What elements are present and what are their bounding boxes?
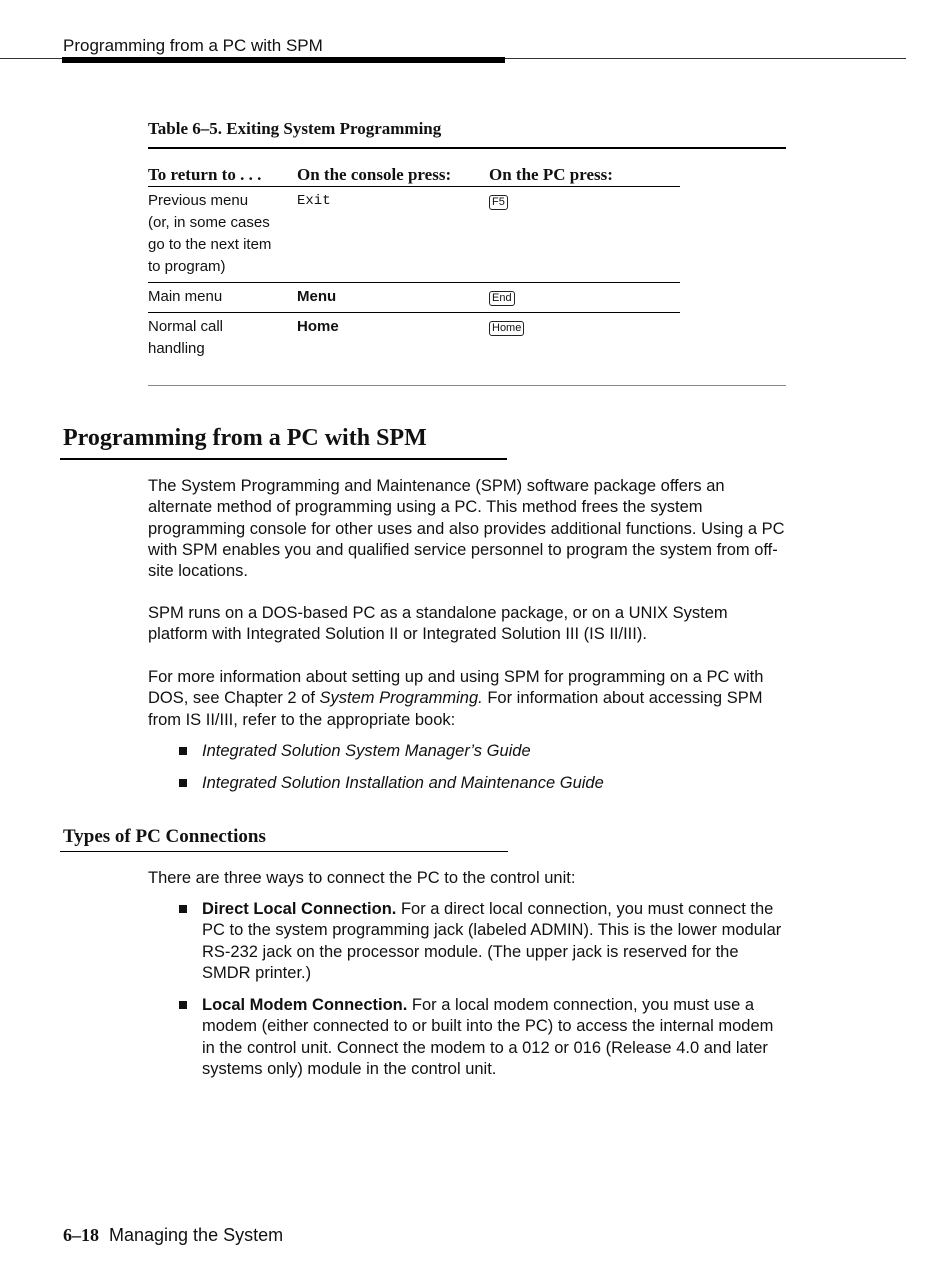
console-key-exit: Exit	[297, 187, 489, 283]
spm-intro-paragraph: The System Programming and Maintenance (SPM) software package offers an alternate method of programming using a PC. This method frees the system programming console for other uses and also provides additional functions. Using a PC with SPM enables you and qualified service personnel to program the system from off-site locations.	[148, 477, 785, 581]
book-title: Integrated Solution Installation and Maintenance Guide	[202, 774, 604, 793]
f5-key-icon: F5	[489, 195, 508, 210]
table-row	[148, 313, 680, 365]
bullet-square-icon	[179, 779, 187, 787]
reference-text-end: For information about accessing SPM from IS II/III, refer to the appropriate book:	[148, 689, 763, 729]
table-caption: Table 6–5. Exiting System Programming	[148, 119, 442, 138]
list-item	[178, 995, 790, 1080]
list-item	[178, 773, 790, 794]
exit-programming-table	[148, 163, 680, 364]
connection-types-list	[178, 899, 790, 1091]
column-header-pc-press: On the PC press:	[489, 163, 680, 187]
header-rule-thick	[62, 57, 505, 63]
console-key-menu: Menu	[297, 283, 489, 313]
table-row	[148, 187, 680, 283]
list-item	[178, 899, 790, 984]
bullet-square-icon	[179, 747, 187, 755]
console-key-home: Home	[297, 318, 339, 335]
section-rule	[60, 458, 507, 460]
column-header-return-to: To return to . . .	[148, 163, 297, 187]
section-title: Programming from a PC with SPM	[63, 425, 427, 451]
table-top-rule	[148, 147, 786, 149]
running-head: Programming from a PC with SPM	[63, 36, 323, 55]
page-number: 6–18	[63, 1225, 99, 1245]
home-key-icon: Home	[489, 321, 524, 336]
table-bottom-rule	[148, 385, 786, 386]
table-header-row	[148, 163, 680, 187]
row-target: Main menu	[148, 283, 297, 313]
chapter-title: Managing the System	[109, 1225, 284, 1245]
spm-reference-paragraph	[148, 667, 788, 731]
subsection-title: Types of PC Connections	[63, 826, 266, 847]
page-footer	[63, 1225, 283, 1246]
list-item	[178, 741, 790, 762]
end-key-icon: End	[489, 291, 515, 306]
column-header-console-press: On the console press:	[297, 163, 489, 187]
book-reference-system-programming: System Programming.	[319, 689, 483, 708]
row-target: Previous menu (or, in some cases go to the next item to program)	[148, 187, 297, 283]
connection-type-name: Direct Local Connection.	[202, 900, 397, 918]
connections-intro: There are three ways to connect the PC to the control unit:	[148, 869, 576, 887]
connection-type-description: For a direct local connection, you must connect the PC to the system programming jack (labeled ADMIN). This is the lower modular RS-232 jack on the processor module. (The upper jack is reserved for the SMDR printer.)	[202, 900, 782, 982]
book-list	[178, 741, 790, 806]
book-title: Integrated Solution System Manager’s Guide	[202, 742, 531, 760]
bullet-square-icon	[179, 1001, 187, 1009]
spm-platform-paragraph: SPM runs on a DOS-based PC as a standalone package, or on a UNIX System platform with Integrated Solution II or Integrated Solution III (IS II/III).	[148, 604, 728, 644]
connection-type-name: Local Modem Connection.	[202, 996, 408, 1015]
row-target: Normal call handling	[148, 318, 224, 357]
table-row	[148, 283, 680, 313]
subsection-rule	[60, 851, 508, 852]
bullet-square-icon	[179, 905, 187, 913]
reference-text-start: For more information about setting up and using SPM for programming on a PC with DOS, see Chapter 2 of	[148, 668, 764, 708]
connection-type-description: For a local modem connection, you must use a modem (either connected to or built into the PC) to access the internal modem in the control unit. Connect the modem to a 012 or 016 (Release 4.0 and later systems only) module in the control unit.	[202, 996, 774, 1079]
